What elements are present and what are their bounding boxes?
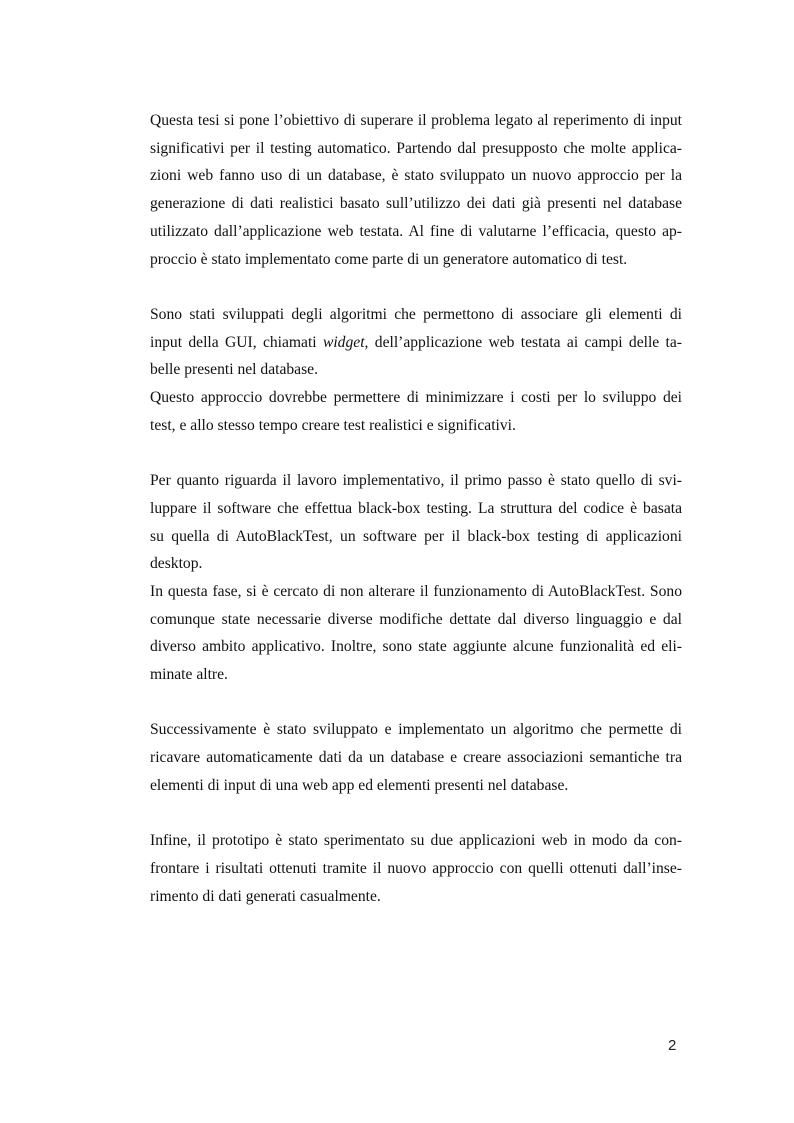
document-body (150, 107, 682, 910)
text-line: proccio è stato implementato come parte di un generatore automatico di test. (150, 250, 628, 268)
text-line: utilizzato dall’applicazione web testata. Al fine di valutarne l’efficacia, questo ap- (150, 222, 682, 240)
text-segment: input della GUI, chiamati (150, 333, 323, 351)
text-line: Questa tesi si pone l’obiettivo di superare il problema legato al reperimento di input (150, 112, 682, 129)
text-line: ricavare automaticamente dati da un database e creare associazioni semantiche tra (150, 749, 682, 767)
text-line: frontare i risultati ottenuti tramite il nuovo approccio con quelli ottenuti dall’inse- (150, 859, 682, 877)
text-line: zioni web fanno uso di un database, è stato sviluppato un nuovo approccio per la (150, 167, 682, 185)
text-line: Per quanto riguarda il lavoro implementativo, il primo passo è stato quello di svi- (150, 472, 682, 490)
text-line: Infine, il prototipo è stato sperimentato su due applicazioni web in modo da con- (150, 832, 682, 850)
text-line: su quella di AutoBlackTest, un software per il black-box testing di applicazioni (150, 527, 682, 545)
text-line: elementi di input di una web app ed elementi presenti nel database. (150, 776, 569, 794)
text-line-with-emphasis (150, 329, 682, 357)
paragraph-5 (150, 827, 682, 910)
widget-term: widget (322, 333, 365, 351)
text-line: desktop. (150, 555, 203, 573)
paragraph-2 (150, 301, 682, 440)
text-segment: , dell’applicazione web testata ai campi delle ta- (364, 333, 682, 351)
paragraph-1 (150, 107, 682, 273)
text-line: significativi per il testing automatico. Partendo dal presupposto che molte applica- (150, 139, 682, 157)
page-number: 2 (668, 1037, 677, 1054)
paragraph-3 (150, 467, 682, 689)
text-line: rimento di dati generati casualmente. (150, 887, 381, 905)
text-line: comunque state necessarie diverse modifiche dettate dal diverso linguaggio e dal (150, 610, 682, 628)
text-line: luppare il software che effettua black-box testing. La struttura del codice è basata (150, 499, 682, 517)
paragraph-4 (150, 716, 682, 799)
text-line: Sono stati sviluppati degli algoritmi che permettono di associare gli elementi di (150, 305, 682, 323)
text-line: In questa fase, si è cercato di non alterare il funzionamento di AutoBlackTest. Sono (150, 582, 682, 600)
text-line: generazione di dati realistici basato sull’utilizzo dei dati già presenti nel database (150, 195, 682, 213)
text-line: belle presenti nel database. (150, 361, 318, 379)
text-line: Questo approccio dovrebbe permettere di minimizzare i costi per lo sviluppo dei (150, 389, 682, 407)
text-line: test, e allo stesso tempo creare test realistici e significativi. (150, 416, 516, 434)
text-line: Successivamente è stato sviluppato e implementato un algoritmo che permette di (150, 721, 682, 739)
text-line: diverso ambito applicativo. Inoltre, sono state aggiunte alcune funzionalità ed eli- (150, 638, 682, 656)
text-line: minate altre. (150, 666, 228, 684)
